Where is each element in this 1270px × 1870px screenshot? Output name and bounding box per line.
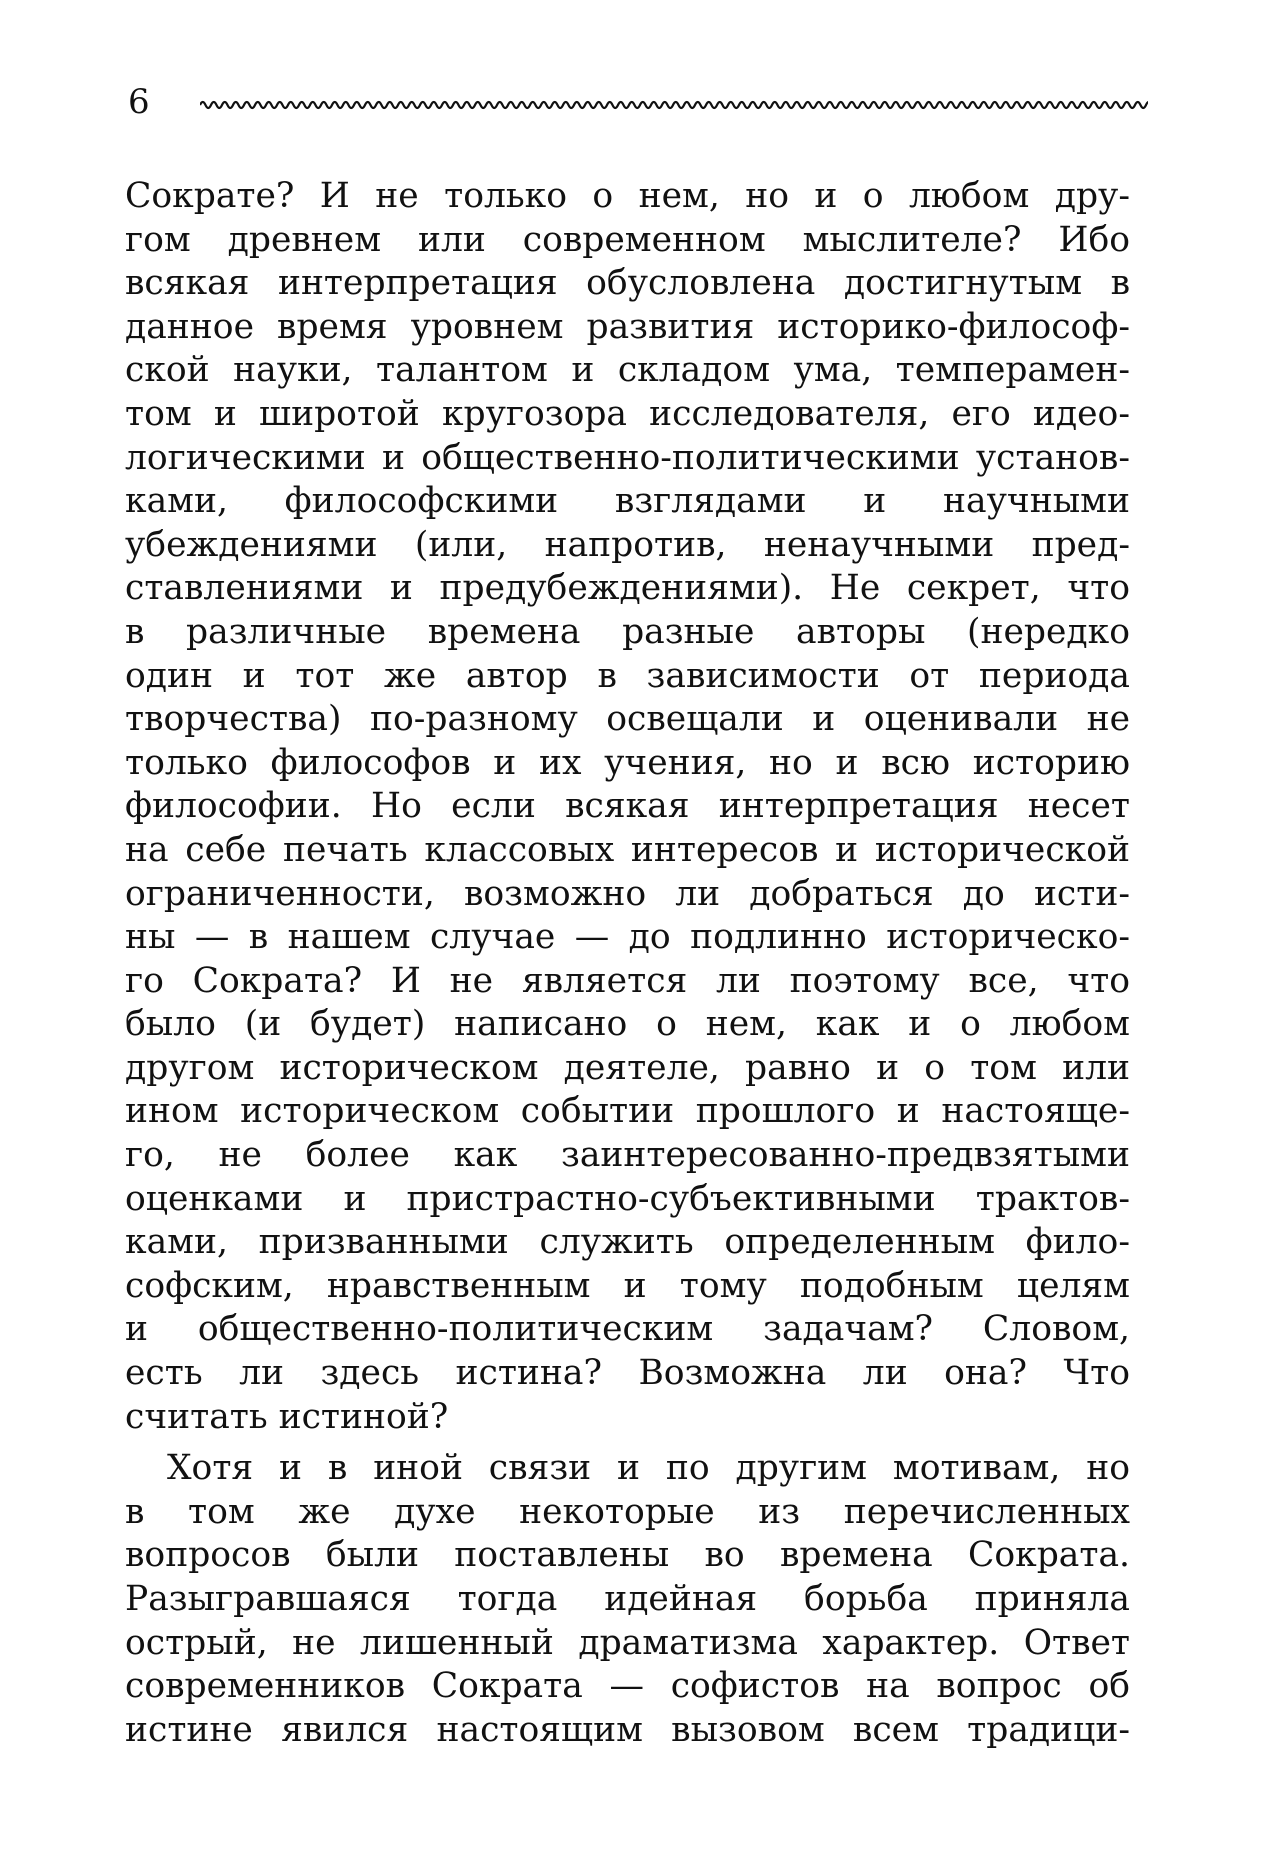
text-line: вопросов были поставлены во времена Сократа. xyxy=(125,1535,1130,1576)
text-line: ограниченности, возможно ли добраться до исти- xyxy=(125,873,1130,914)
text-line: том и широтой кругозора исследователя, его идео- xyxy=(125,393,1130,434)
page-number: 6 xyxy=(128,82,150,122)
text-line: ками, философскими взглядами и научными xyxy=(125,481,1130,522)
text-line: истине явился настоящим вызовом всем традици- xyxy=(125,1709,1130,1750)
text-line: оценками и пристрастно-субъективными трактов- xyxy=(125,1178,1130,1219)
text-line: всякая интерпретация обусловлена достигнутым в xyxy=(125,263,1130,304)
paragraph-2 xyxy=(125,1447,1130,1752)
text-line: ской науки, талантом и складом ума, темперамен- xyxy=(125,350,1130,391)
paragraph-gap xyxy=(125,1439,1130,1447)
paragraph-1 xyxy=(125,175,1130,1439)
text-line: логическими и общественно-политическими установ- xyxy=(125,437,1130,478)
text-line: софским, нравственным и тому подобным целям xyxy=(125,1265,1130,1306)
text-line: только философов и их учения, но и всю историю xyxy=(125,742,1130,783)
text-line: го, не более как заинтересованно-предвзятыми xyxy=(125,1135,1130,1176)
text-line: считать истиной? xyxy=(125,1396,449,1437)
text-line: в том же духе некоторые из перечисленных xyxy=(125,1491,1130,1532)
text-line: ином историческом событии прошлого и настояще- xyxy=(125,1091,1130,1132)
text-line: и общественно-политическим задачам? Словом, xyxy=(125,1309,1130,1350)
text-line: убеждениями (или, напротив, ненаучными пред- xyxy=(125,524,1130,565)
text-line: Сократе? И не только о нем, но и о любом дру- xyxy=(125,176,1130,216)
text-line: острый, не лишенный драматизма характер. Ответ xyxy=(125,1622,1130,1663)
text-line: го Сократа? И не является ли поэтому все, что xyxy=(125,960,1130,1001)
text-line: философии. Но если всякая интерпретация несет xyxy=(125,786,1130,827)
text-line: другом историческом деятеле, равно и о том или xyxy=(125,1047,1130,1088)
text-line: есть ли здесь истина? Возможна ли она? Что xyxy=(125,1353,1130,1394)
text-line: данное время уровнем развития историко-философ- xyxy=(125,306,1130,347)
body-text xyxy=(125,175,1130,1752)
text-line: в различные времена разные авторы (нередко xyxy=(125,611,1130,652)
text-line: современников Сократа — софистов на вопрос об xyxy=(125,1666,1130,1707)
text-line: ками, призванными служить определенным фило- xyxy=(125,1222,1130,1263)
text-line: на себе печать классовых интересов и исторической xyxy=(125,829,1130,870)
page-header xyxy=(128,82,1148,132)
text-line: было (и будет) написано о нем, как и о любом xyxy=(125,1004,1130,1045)
text-line: Хотя и в иной связи и по другим мотивам, но xyxy=(167,1448,1130,1489)
text-line: ны — в нашем случае — до подлинно историческо- xyxy=(125,917,1130,958)
text-line: Разыгравшаяся тогда идейная борьба приняла xyxy=(125,1579,1130,1619)
text-line: гом древнем или современном мыслителе? Ибо xyxy=(125,219,1130,260)
text-line: творчества) по-разному освещали и оценивали не xyxy=(125,699,1130,740)
text-line: один и тот же автор в зависимости от периода xyxy=(125,655,1130,696)
text-line: ставлениями и предубеждениями). Не секрет, что xyxy=(125,568,1130,609)
wavy-rule-ornament xyxy=(200,96,1148,114)
